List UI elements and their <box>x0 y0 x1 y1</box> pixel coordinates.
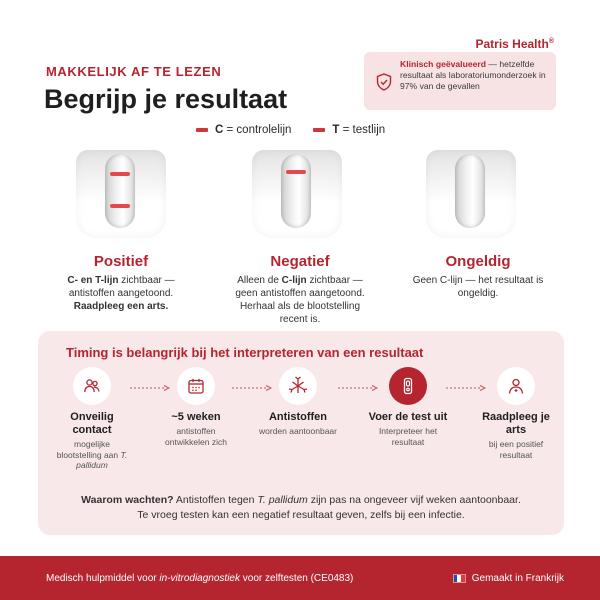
result-window <box>455 154 485 228</box>
step-title: ~5 weken <box>171 411 221 423</box>
step-title: Onveilig contact <box>70 411 114 436</box>
calendar-icon <box>187 377 205 395</box>
step-desc: bij een positief resultaat <box>488 439 544 460</box>
legend-control: C = controlelijn <box>196 124 291 136</box>
step-desc: antistoffen ontwikkelen zich <box>165 426 227 447</box>
line-legend <box>196 124 385 136</box>
timing-step-contact <box>52 367 132 471</box>
step-icon-circle <box>73 367 111 405</box>
control-line <box>110 172 130 176</box>
step-icon-circle <box>497 367 535 405</box>
cassette-negative <box>252 150 342 238</box>
result-title-negative: Negatief <box>270 253 330 270</box>
result-desc-invalid: Geen C-lijn — het resultaat is ongeldig. <box>412 275 544 299</box>
test-cassette-icon <box>399 377 417 395</box>
timing-step-doctor <box>476 367 556 460</box>
footer-bar <box>0 556 600 600</box>
step-desc: mogelijke blootstelling aan T. pallidum <box>56 439 128 470</box>
footer-regulatory: Medisch hulpmiddel voor in-vitrodiagnostiek voor zelftesten (CE0483) <box>46 572 354 584</box>
timing-title: Timing is belangrijk bij het interpreteren van een resultaat <box>66 345 424 360</box>
legend-test: T = testlijn <box>313 124 385 136</box>
step-title: Antistoffen <box>268 411 328 423</box>
antibody-icon <box>288 376 308 396</box>
timing-step-antibodies <box>258 367 338 437</box>
step-title: Raadpleeg je arts <box>482 411 550 436</box>
timing-step-weeks <box>156 367 236 447</box>
clinical-badge <box>364 52 556 110</box>
step-desc: worden aantoonbaar <box>259 426 337 436</box>
control-line-swatch <box>196 128 208 132</box>
control-line <box>286 170 306 174</box>
cassette-invalid <box>426 150 516 238</box>
result-title-invalid: Ongeldig <box>445 253 511 270</box>
timing-panel <box>38 331 564 535</box>
result-window <box>105 154 135 228</box>
step-icon-circle <box>177 367 215 405</box>
test-line-swatch <box>313 128 325 132</box>
result-desc-negative: Alleen de C-lijn zichtbaar — geen antistoffen aangetoond. Herhaal als de blootstelling recent is. <box>235 275 365 325</box>
brand-name: Patris Health® <box>475 37 554 51</box>
doctor-icon <box>507 377 525 395</box>
footer-made-in: Gemaakt in Frankrijk <box>453 573 564 584</box>
page-title: Begrijp je resultaat <box>44 84 288 114</box>
shield-check-icon <box>376 73 392 91</box>
why-wait-note: Waarom wachten? Antistoffen tegen T. pallidum zijn pas na ongeveer vijf weken aantoonbaar. Te vroeg testen kan een negatief resultaat geven, zelfs bij een infectie. <box>81 494 521 521</box>
step-title: Voer de test uit <box>368 411 448 423</box>
test-line <box>110 204 130 208</box>
result-title-positive: Positief <box>93 253 149 270</box>
cassette-positive <box>76 150 166 238</box>
section-kicker: MAKKELIJK AF TE LEZEN <box>46 64 222 79</box>
timing-step-test <box>368 367 448 447</box>
step-icon-circle <box>279 367 317 405</box>
french-flag-icon <box>453 574 466 583</box>
result-desc-positive: C- en T-lijn zichtbaar — antistoffen aangetoond. Raadpleeg een arts. <box>67 275 175 312</box>
step-desc: Interpreteer het resultaat <box>378 426 438 447</box>
result-window <box>281 154 311 228</box>
step-icon-circle <box>389 367 427 405</box>
clinical-text: Klinisch geëvalueerd — hetzelfde resultaat als laboratoriumonderzoek in 97% van de gevallen <box>400 59 546 91</box>
people-icon <box>83 377 101 395</box>
